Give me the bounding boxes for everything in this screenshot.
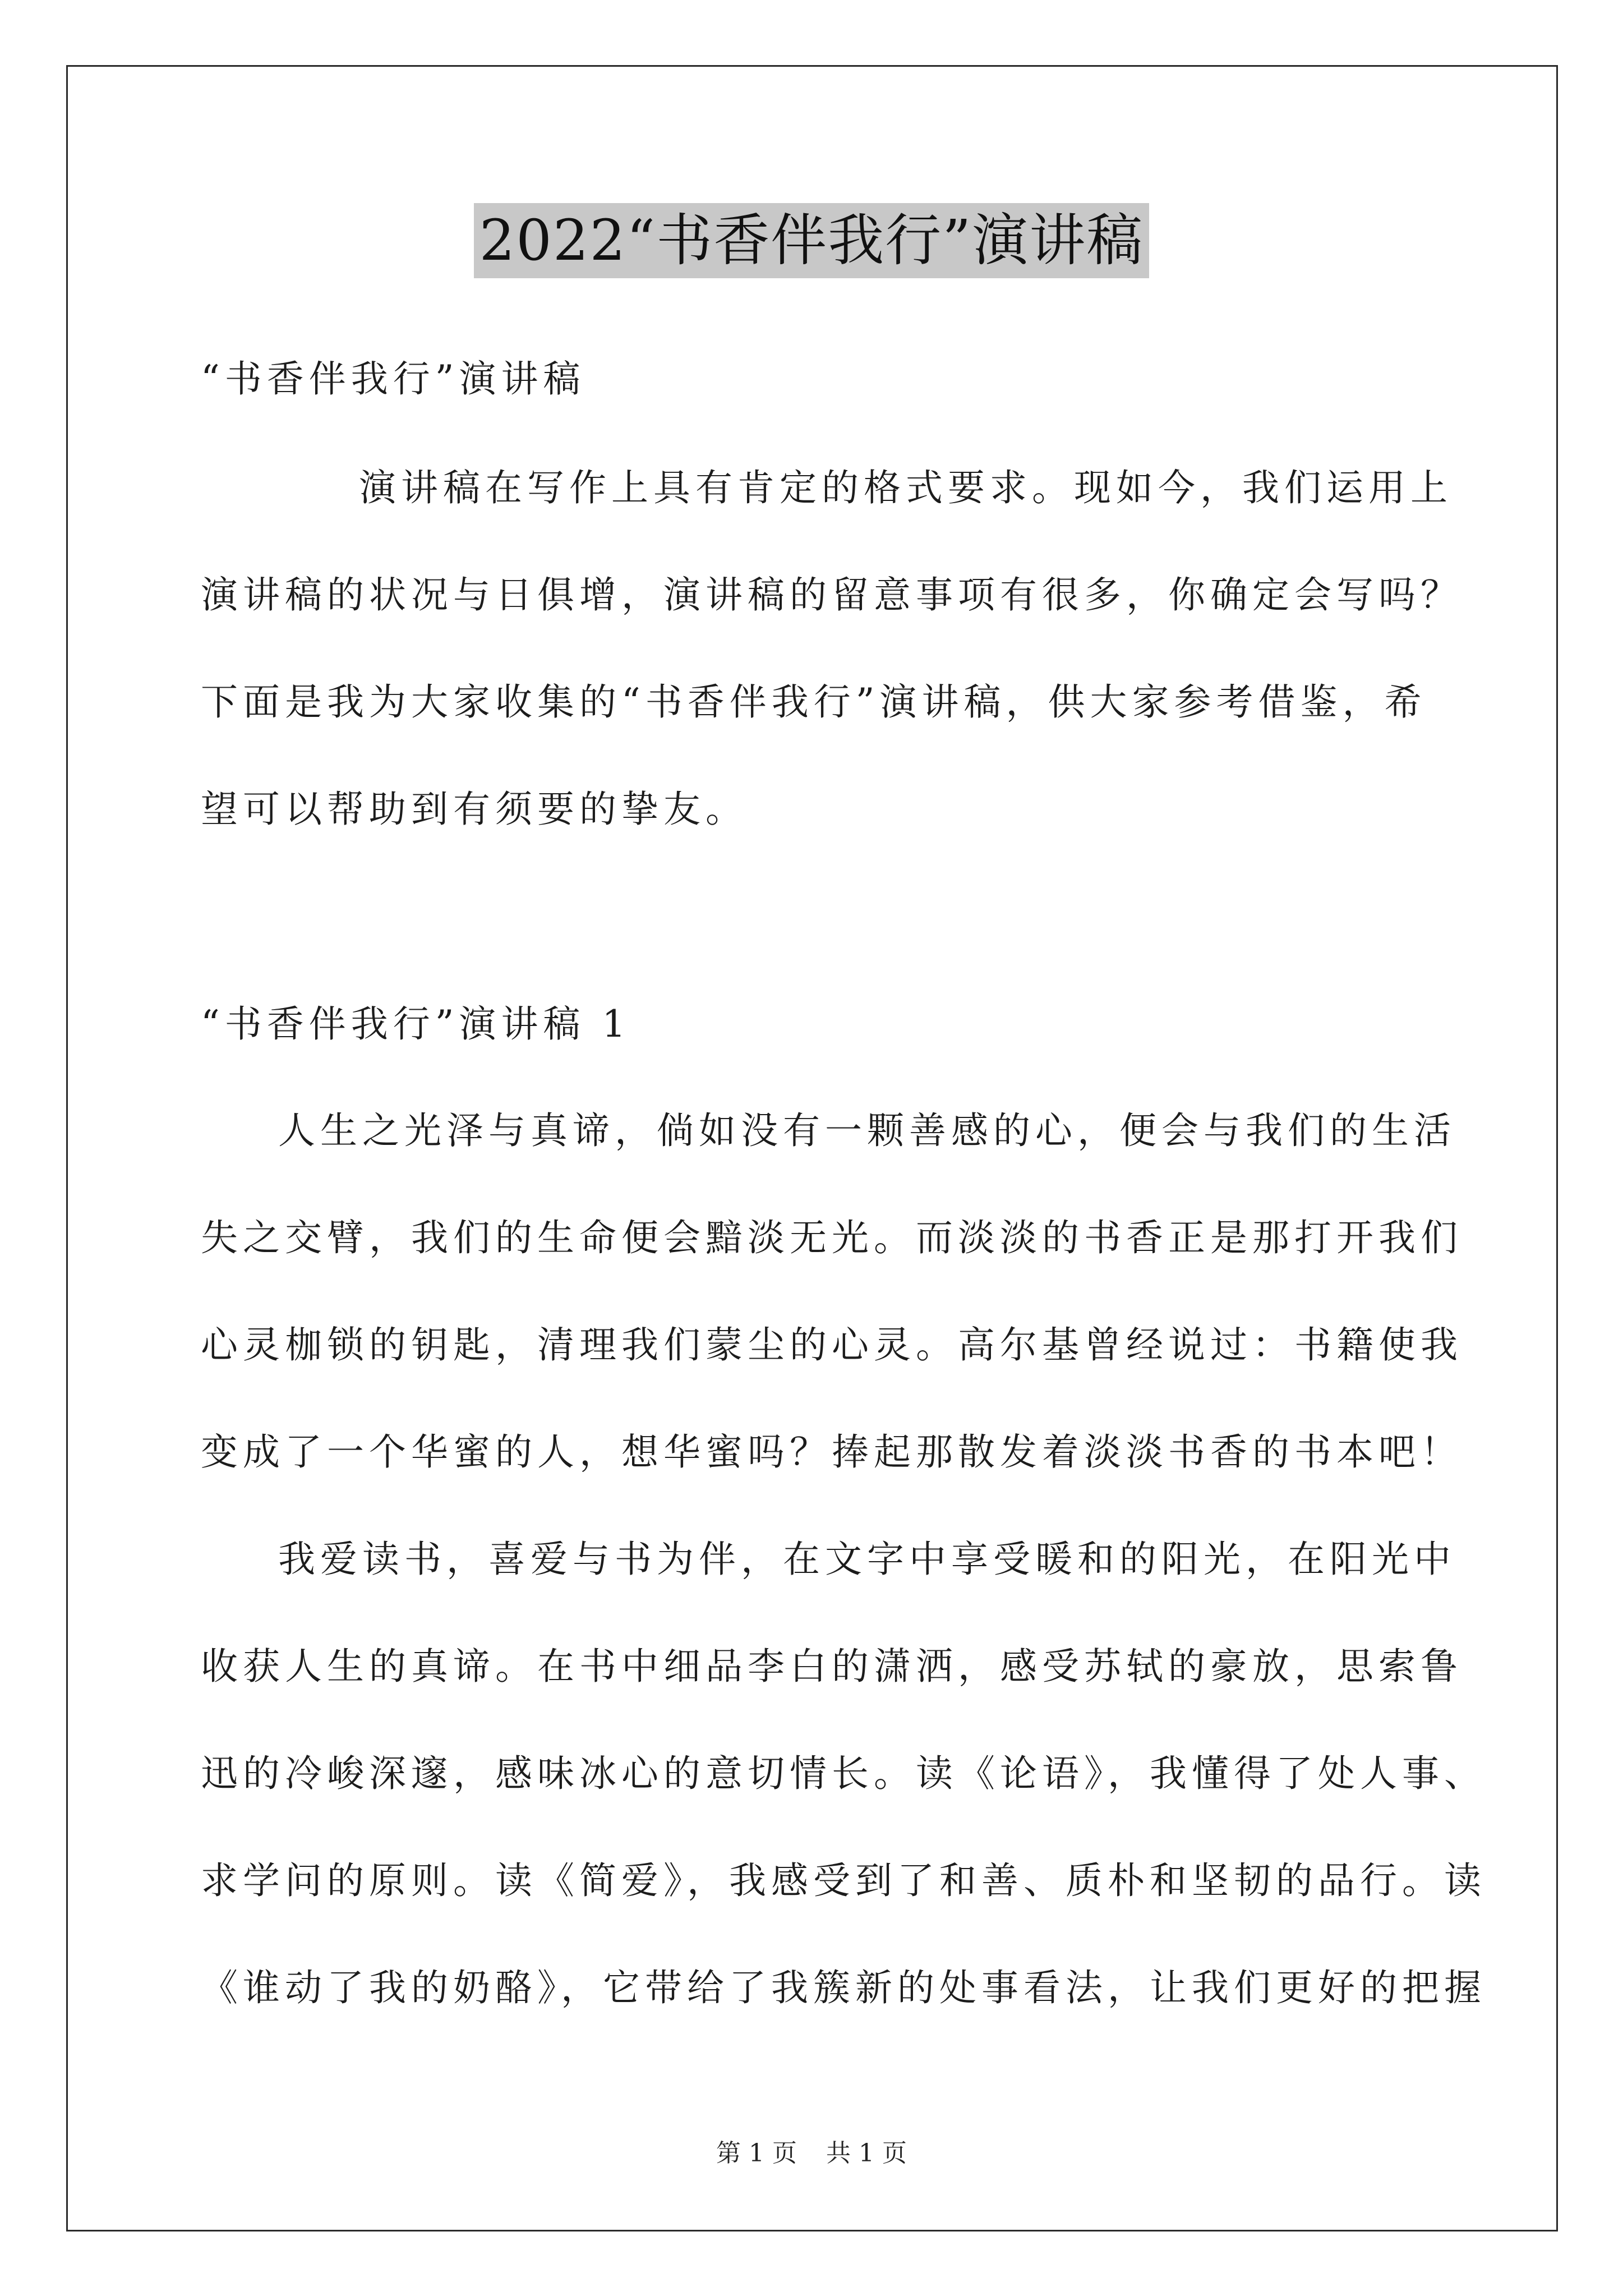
intro-line: 望可以帮助到有须要的挚友。	[201, 788, 748, 831]
paragraph-line: 我爱读书，喜爱与书为伴，在文字中享受暖和的阳光，在阳光中	[278, 1538, 1456, 1581]
intro-line: 演讲稿在写作上具有肯定的格式要求。现如今，我们运用上	[359, 466, 1453, 509]
title-container	[0, 203, 1623, 278]
paragraph-line: 收获人生的真谛。在书中细品李白的潇洒，感受苏轼的豪放，思索鲁	[201, 1645, 1463, 1688]
document-title: 2022“书香伴我行”演讲稿	[474, 203, 1150, 278]
document-subtitle: “书香伴我行”演讲稿	[201, 357, 585, 401]
paragraph-line: 《谁动了我的奶酪》，它带给了我簇新的处事看法，让我们更好的把握	[201, 1966, 1486, 2009]
intro-line: 下面是我为大家收集的“书香伴我行”演讲稿，供大家参考借鉴，希	[201, 680, 1427, 724]
paragraph-line: 人生之光泽与真谛，倘如没有一颗善感的心，便会与我们的生活	[278, 1109, 1456, 1152]
section-heading: “书香伴我行”演讲稿 1	[201, 1002, 631, 1046]
paragraph-line: 心灵枷锁的钥匙，清理我们蒙尘的心灵。高尔基曾经说过：书籍使我	[201, 1323, 1463, 1366]
paragraph-line: 迅的冷峻深邃，感味冰心的意切情长。读《论语》，我懂得了处人事、	[201, 1752, 1486, 1795]
page-total: 共 1 页	[826, 2139, 907, 2168]
page-footer	[0, 2133, 1623, 2169]
paragraph-line: 失之交臂，我们的生命便会黯淡无光。而淡淡的书香正是那打开我们	[201, 1216, 1463, 1259]
paragraph-line: 求学问的原则。读《简爱》，我感受到了和善、质朴和坚韧的品行。读	[201, 1859, 1486, 1902]
paragraph-line: 变成了一个华蜜的人，想华蜜吗？捧起那散发着淡淡书香的书本吧！	[201, 1430, 1463, 1474]
page-number: 第 1 页	[716, 2139, 797, 2168]
intro-line: 演讲稿的状况与日俱增，演讲稿的留意事项有很多，你确定会写吗？	[201, 573, 1463, 616]
